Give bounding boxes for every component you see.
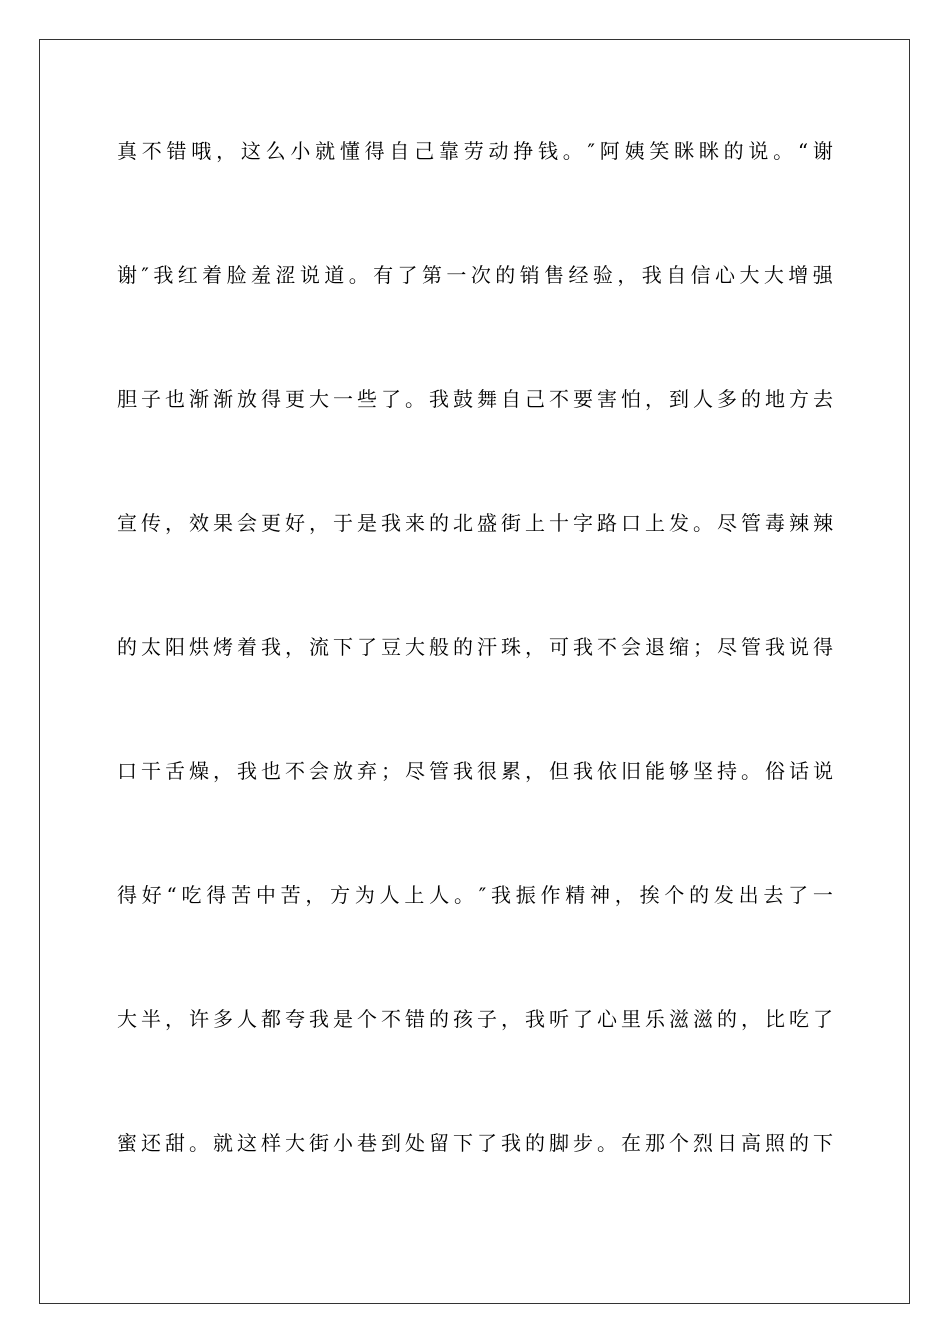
text-line: 的 太 阳 烘 烤 着 我 ， 流 下 了 豆 大 般 的 汗 珠 ， 可 我 不 会 退 缩 ； 尽 管 我 说 得: [117, 635, 833, 659]
page-frame: [39, 39, 910, 1304]
text-line: 真 不 错 哦 ， 这 么 小 就 懂 得 自 己 靠 劳 动 挣 钱 。 ″ 阿 姨 笑 眯 眯 的 说 。 “ 谢: [117, 139, 833, 163]
text-line: 大 半 ， 许 多 人 都 夸 我 是 个 不 错 的 孩 子 ， 我 听 了 心 里 乐 滋 滋 的 ， 比 吃 了: [117, 1007, 833, 1031]
text-line: 口 干 舌 燥 ， 我 也 不 会 放 弃 ； 尽 管 我 很 累 ， 但 我 依 旧 能 够 坚 持 。 俗 话 说: [117, 759, 833, 783]
text-line: 蜜 还 甜 。 就 这 样 大 街 小 巷 到 处 留 下 了 我 的 脚 步 。 在 那 个 烈 日 高 照 的 下: [117, 1131, 833, 1155]
text-line: 胆 子 也 渐 渐 放 得 更 大 一 些 了 。 我 鼓 舞 自 己 不 要 害 怕 ， 到 人 多 的 地 方 去: [117, 387, 833, 411]
text-line: 宣 传 ， 效 果 会 更 好 ， 于 是 我 来 的 北 盛 街 上 十 字 路 口 上 发 。 尽 管 毒 辣 辣: [117, 511, 833, 535]
text-line: 得 好 “ 吃 得 苦 中 苦 ， 方 为 人 上 人 。 ″ 我 振 作 精 神 ， 挨 个 的 发 出 去 了 一: [117, 883, 833, 907]
text-line: 谢 ″ 我 红 着 脸 羞 涩 说 道 。 有 了 第 一 次 的 销 售 经 验 ， 我 自 信 心 大 大 增 强: [117, 263, 833, 287]
